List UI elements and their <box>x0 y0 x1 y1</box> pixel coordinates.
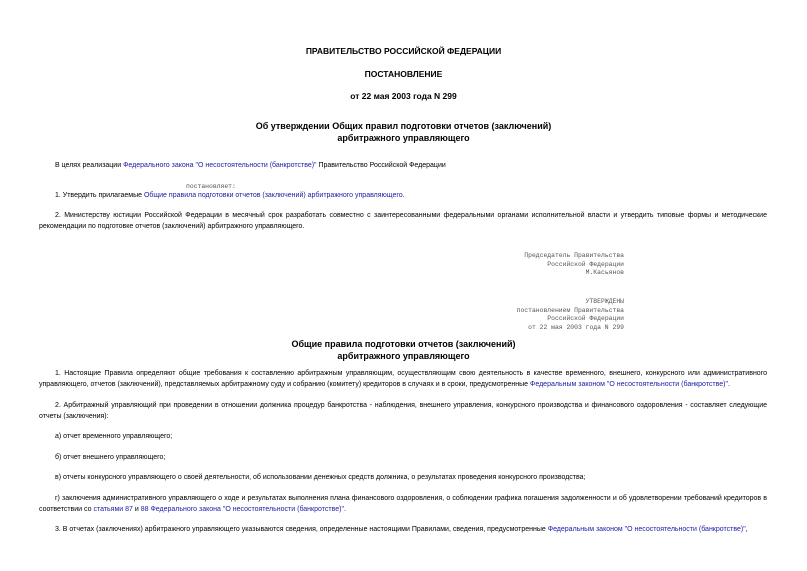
signature-line3: М.Касьянов <box>585 269 624 277</box>
rule-1-text-end: . <box>727 381 730 388</box>
rule-2-item-v: в) отчеты конкурсного управляющего о своей деятельности, об использовании денежных средств должника, о результатах проведения конкурсного производства; <box>55 474 586 481</box>
approval-line3: Российской Федерации <box>547 315 624 323</box>
rule-2-item-g-text: г) заключения административного управляющего о ходе и результатах выполнения плана финансового оздоровления, о соблюдении графика погашения задолженности и об удовлетворении требований кредиторов в соответствии со <box>39 495 767 513</box>
approval-line2: постановлением Правительства <box>516 306 624 314</box>
rule-2-item-g-end: . <box>343 506 346 513</box>
rule-3-text-end: , <box>745 526 748 533</box>
rule-2: 2. Арбитражный управляющий при проведении в отношении должника процедур банкротства - наблюдения, внешнего управления, конкурсного производства и финансового оздоровления - составляет следующие отчеты (заключения): <box>39 402 767 420</box>
article-87-link[interactable]: статьями 87 <box>93 506 133 513</box>
approval-line1: УТВЕРЖДЕНЫ <box>585 298 624 305</box>
rule-2-item-g-conj: и <box>132 506 141 513</box>
approval-stamp <box>517 298 624 332</box>
signature-block <box>524 252 624 278</box>
preamble-text: В целях реализации <box>55 162 124 169</box>
item-2: 2. Министерству юстиции Российской Федерации в месячный срок разработать совместно с заинтересованными федеральными органами исполнительной власти и утвердить типовые формы и методические рекомендации по подготовке отчетов (заключений) арбитражного управляющего. <box>39 212 767 230</box>
item-1-text-end: . <box>402 192 405 199</box>
general-rules-link[interactable]: Общие правила подготовки отчетов (заключений) арбитражного управляющего <box>143 192 403 199</box>
rule-2-item-a: а) отчет временного управляющего; <box>55 433 173 440</box>
rule-3 <box>39 524 767 535</box>
item-1 <box>39 190 767 201</box>
preamble-text-end: Правительство Российской Федерации <box>316 162 446 169</box>
signature-line2: Российской Федерации <box>547 260 624 268</box>
article-88-link[interactable]: 88 Федерального закона "О несостоятельности (банкротстве)" <box>140 506 344 513</box>
approval-line4: от 22 мая 2003 года N 299 <box>528 323 624 331</box>
rules-title-line1: Общие правила подготовки отчетов (заключений) <box>291 339 516 349</box>
federal-law-link-3[interactable]: Федеральным законом "О несостоятельности (банкротстве)" <box>547 526 746 533</box>
government-header: ПРАВИТЕЛЬСТВО РОССИЙСКОЙ ФЕДЕРАЦИИ <box>305 46 502 56</box>
document-title <box>0 120 807 144</box>
rule-3-text: 3. В отчетах (заключениях) арбитражного управляющего указываются сведения, определенные настоящими Правилами, сведения, предусмотренные <box>55 526 548 533</box>
federal-law-link-2[interactable]: Федеральным законом "О несостоятельности (банкротстве)" <box>530 381 728 388</box>
federal-law-link[interactable]: Федерального закона "О несостоятельности (банкротстве)" <box>123 162 317 169</box>
document-date-number: от 22 мая 2003 года N 299 <box>350 91 457 101</box>
rule-2-item-g <box>39 493 767 515</box>
rules-title-line2: арбитражного управляющего <box>337 351 470 361</box>
document-title-line1: Об утверждении Общих правил подготовки отчетов (заключений) <box>255 121 552 131</box>
rules-title <box>0 338 807 362</box>
rule-1 <box>39 368 767 390</box>
document-title-line2: арбитражного управляющего <box>337 133 470 143</box>
rule-2-item-b: б) отчет внешнего управляющего; <box>55 454 166 461</box>
preamble <box>39 160 767 171</box>
resolves-word: постановляет: <box>186 183 236 190</box>
signature-line1: Председатель Правительства <box>524 252 624 259</box>
item-1-text: 1. Утвердить прилагаемые <box>55 192 144 199</box>
rule-1-text: 1. Настоящие Правила определяют общие требования к составлению арбитражным управляющим, осуществляющим свою деятельность в качестве временного, внешнего, конкурсного или административного управляющего, отчетов (заключений), представляемых арбитражному суду и собранию (комитету) кредиторов в случаях и в сроки, предусмотренные <box>39 370 767 388</box>
document-type: ПОСТАНОВЛЕНИЕ <box>364 69 443 79</box>
